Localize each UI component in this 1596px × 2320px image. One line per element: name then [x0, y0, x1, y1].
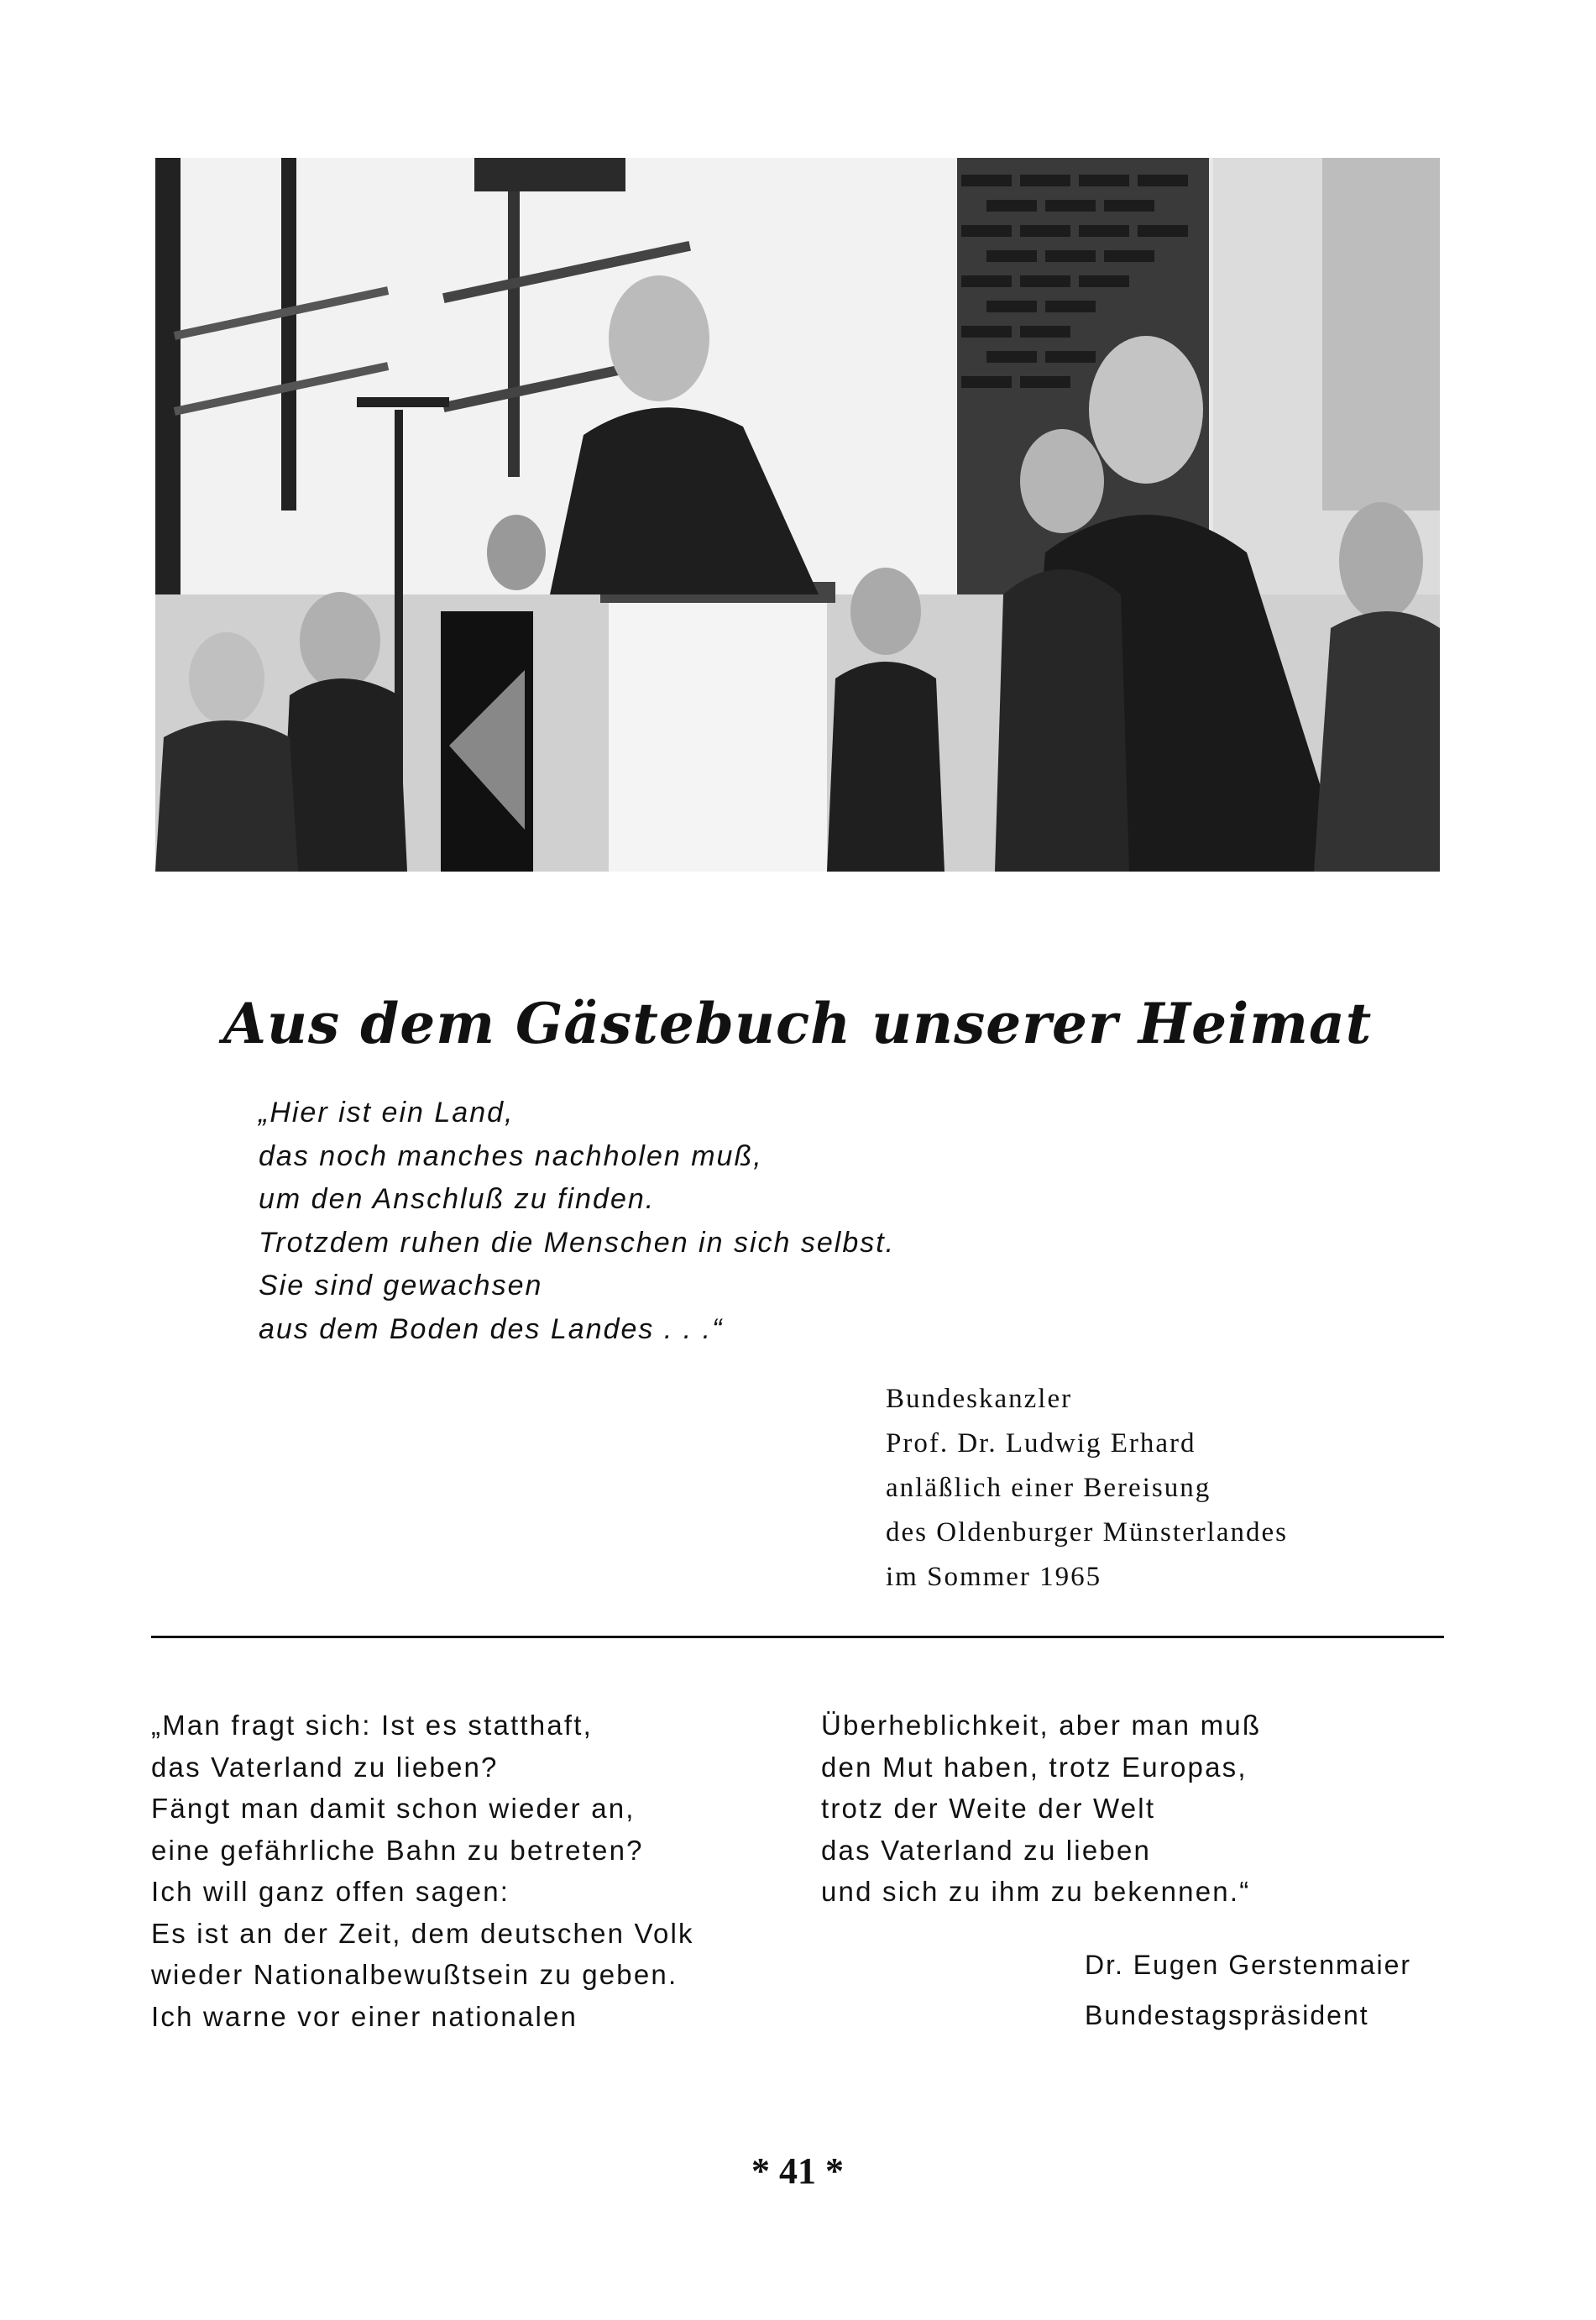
- gerstenmaier-attribution: [1085, 1940, 1437, 2040]
- quote-line: Sie sind gewachsen: [259, 1270, 543, 1301]
- quote-line: Es ist an der Zeit, dem deutschen Volk: [151, 1917, 694, 1949]
- quote-line: wieder Nationalbewußtsein zu geben.: [151, 1959, 678, 1990]
- speech-photo: [155, 158, 1440, 872]
- gerstenmaier-quote-right-column: [821, 1705, 1426, 1913]
- quote-line: Fängt man damit schon wieder an,: [151, 1793, 636, 1824]
- quote-line: Überheblichkeit, aber man muß: [821, 1710, 1262, 1741]
- speech-photo-illustration: [155, 158, 1440, 872]
- article-title: Aus dem Gästebuch unserer Heimat: [222, 991, 1373, 1056]
- attribution-line: im Sommer 1965: [886, 1562, 1102, 1592]
- attribution-line: Prof. Dr. Ludwig Erhard: [886, 1428, 1196, 1459]
- attribution-line: Bundeskanzler: [886, 1384, 1073, 1414]
- quote-line: das Vaterland zu lieben: [821, 1834, 1152, 1866]
- quote-line: das noch manches nachholen muß,: [259, 1139, 763, 1172]
- attribution-line: des Oldenburger Münsterlandes: [886, 1517, 1288, 1548]
- quote-line: eine gefährliche Bahn zu betreten?: [151, 1834, 644, 1866]
- attribution-line: Bundestagspräsident: [1085, 2000, 1369, 2030]
- attribution-line: Dr. Eugen Gerstenmaier: [1085, 1950, 1412, 1980]
- quote-line: trotz der Weite der Welt: [821, 1793, 1156, 1824]
- erhard-attribution: [886, 1377, 1423, 1600]
- quote-line: „Hier ist ein Land,: [259, 1097, 515, 1129]
- gerstenmaier-quote-left-column: [151, 1705, 756, 2037]
- page-number: * 41 *: [751, 2150, 844, 2192]
- erhard-quote: [259, 1092, 1014, 1351]
- attribution-line: anläßlich einer Bereisung: [886, 1473, 1211, 1503]
- quote-line: Trotzdem ruhen die Menschen in sich selbst.: [259, 1226, 896, 1259]
- quote-line: aus dem Boden des Landes . . .“: [259, 1312, 724, 1345]
- quote-line: „Man fragt sich: Ist es statthaft,: [151, 1710, 593, 1741]
- quote-line: und sich zu ihm zu bekennen.“: [821, 1876, 1251, 1907]
- section-divider: [151, 1636, 1444, 1638]
- quote-line: um den Anschluß zu finden.: [259, 1183, 656, 1215]
- quote-line: den Mut haben, trotz Europas,: [821, 1751, 1248, 1783]
- quote-line: Ich will ganz offen sagen:: [151, 1876, 510, 1907]
- quote-line: das Vaterland zu lieben?: [151, 1751, 499, 1783]
- quote-line: Ich warne vor einer nationalen: [151, 2000, 578, 2032]
